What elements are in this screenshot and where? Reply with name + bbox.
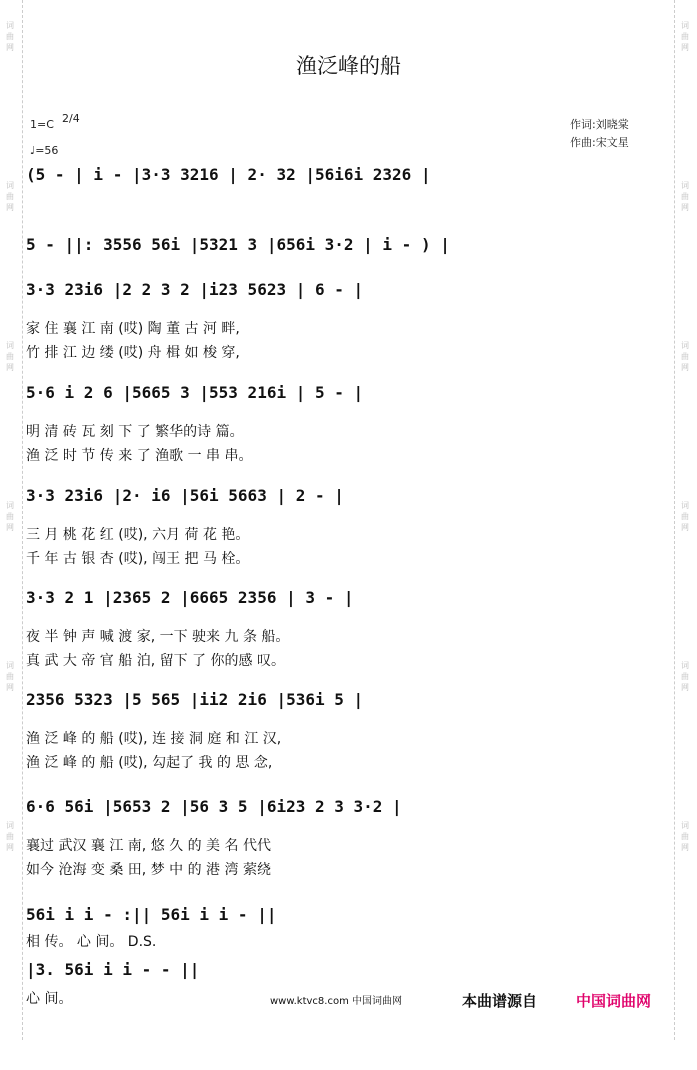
lyric-line-1: 相 传。 心 间。 D.S.	[26, 934, 157, 950]
score-row	[26, 486, 676, 596]
watermark: 词 曲 网	[6, 341, 14, 372]
watermark: 词 曲 网	[681, 501, 689, 532]
watermark: 词 曲 网	[681, 21, 689, 52]
notation-line: 3·3 2 1 |2365 2 |6665 2356 | 3 - |	[26, 588, 354, 607]
score-row	[26, 383, 676, 493]
lyric-line-2: 真 武 大 帝 官 船 泊, 留下 了 你的感 叹。	[26, 653, 285, 669]
lyric-line-2: 如今 沧海 变 桑 田, 梦 中 的 港 湾 萦绕	[26, 862, 271, 878]
lyric-line-2: 竹 排 江 边 缕 (哎) 舟 楫 如 梭 穿,	[26, 345, 240, 361]
score-row	[26, 588, 676, 698]
right-margin-strip	[674, 0, 697, 1040]
lyric-line-1: 夜 半 钟 声 喊 渡 家, 一下 驶来 九 条 船。	[26, 629, 290, 645]
key-signature: 1=C	[30, 118, 54, 131]
lyric-line-1: 襄过 武汉 襄 江 南, 悠 久 的 美 名 代代	[26, 838, 271, 854]
lyric-line-2: 渔 泛 峰 的 船 (哎), 勾起了 我 的 思 念,	[26, 755, 273, 771]
watermark: 词 曲 网	[6, 21, 14, 52]
notation-line: 5 - ||: 3556 56i |5321 3 |656i 3·2 | i - ) |	[26, 235, 450, 254]
composer-credit: 作曲:宋文星	[570, 136, 629, 149]
watermark: 词 曲 网	[6, 661, 14, 692]
song-title: 渔泛峰的船	[296, 54, 401, 78]
notation-line: 2356 5323 |5 565 |ii2 2i6 |536i 5 |	[26, 690, 364, 709]
notation-line: |3. 56i i i - - ||	[26, 960, 200, 979]
notation-line: (5 - | i - |3·3 3216 | 2· 32 |56i6i 2326 |	[26, 165, 431, 184]
score-row	[26, 690, 676, 800]
notation-line: 3·3 23i6 |2 2 3 2 |i23 5623 | 6 - |	[26, 280, 364, 299]
source-label: 本曲谱源自	[462, 992, 538, 1010]
watermark: 词 曲 网	[681, 181, 689, 212]
left-margin-strip	[0, 0, 23, 1040]
lyricist-credit: 作词:刘晓棠	[570, 118, 629, 131]
time-signature: 2/4	[62, 112, 80, 125]
lyric-line-2: 千 年 古 银 杏 (哎), 闯王 把 马 栓。	[26, 551, 250, 567]
score-row	[26, 960, 676, 1070]
lyric-line-1: 心 间。	[26, 991, 73, 1007]
notation-line: 56i i i - :|| 56i i i - ||	[26, 905, 277, 924]
lyric-line-1: 三 月 桃 花 红 (哎), 六月 荷 花 艳。	[26, 527, 250, 543]
watermark: 词 曲 网	[6, 501, 14, 532]
watermark: 词 曲 网	[681, 661, 689, 692]
watermark: 词 曲 网	[681, 341, 689, 372]
notation-line: 6·6 56i |5653 2 |56 3 5 |6i23 2 3 3·2 |	[26, 797, 402, 816]
score-row	[26, 797, 676, 907]
notation-line: 5·6 i 2 6 |5665 3 |553 216i | 5 - |	[26, 383, 364, 402]
lyric-line-1: 明 清 砖 瓦 刻 下 了 繁华的诗 篇。	[26, 424, 244, 440]
lyric-line-2: 渔 泛 时 节 传 来 了 渔歌 一 串 串。	[26, 448, 253, 464]
brand-logo-text: 中国词曲网	[576, 992, 652, 1010]
tempo-marking: ♩=56	[30, 144, 59, 157]
lyric-line-1: 家 住 襄 江 南 (哎) 陶 董 古 河 畔,	[26, 321, 240, 337]
lyric-line-1: 渔 泛 峰 的 船 (哎), 连 接 洞 庭 和 江 汉,	[26, 731, 282, 747]
score-row	[26, 280, 676, 390]
footer-url[interactable]: www.ktvc8.com 中国词曲网	[270, 996, 403, 1007]
notation-line: 3·3 23i6 |2· i6 |56i 5663 | 2 - |	[26, 486, 344, 505]
watermark: 词 曲 网	[681, 821, 689, 852]
watermark: 词 曲 网	[6, 181, 14, 212]
watermark: 词 曲 网	[6, 821, 14, 852]
